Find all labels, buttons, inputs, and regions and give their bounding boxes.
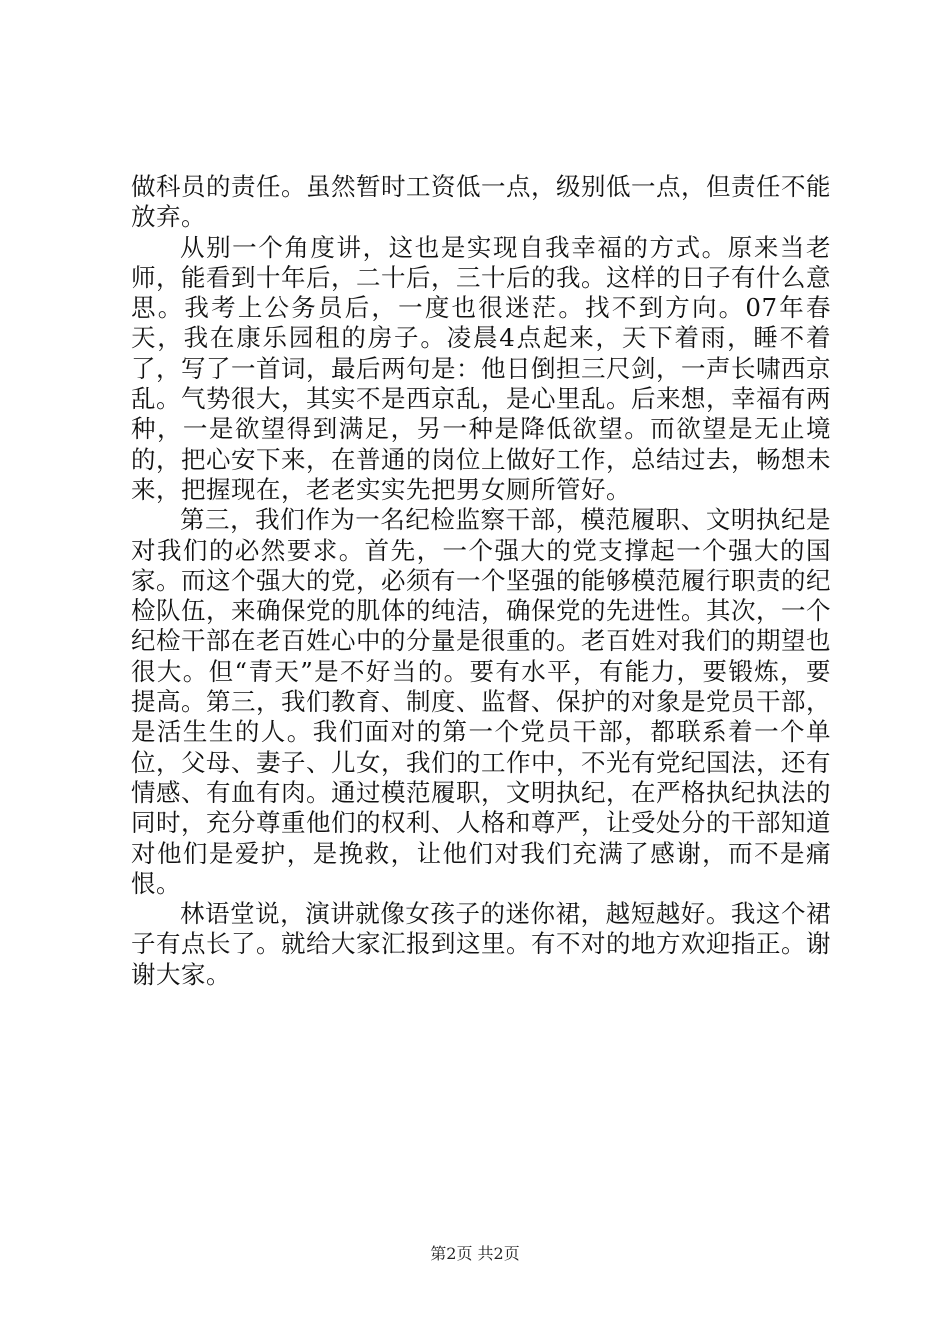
page-footer: 第2页 共2页: [430, 1244, 520, 1263]
paragraph-continuation: 做科员的责任。虽然暂时工资低一点，级别低一点，但责任不能放弃。: [131, 172, 831, 232]
paragraph-third-point: 第三，我们作为一名纪检监察干部，模范履职、文明执纪是对我们的必然要求。首先，一个强大的党支撑起一个强大的国家。而这个强大的党，必须有一个坚强的能够模范履行职责的纪检队伍，来确保党的肌体的纯洁，确保党的先进性。其次，一个纪检干部在老百姓心中的分量是很重的。老百姓对我们的期望也很大。但“青天”是不好当的。要有水平，有能力，要锻炼，要提高。第三，我们教育、制度、监督、保护的对象是党员干部，是活生生的人。我们面对的第一个党员干部，都联系着一个单位，父母、妻子、儿女，我们的工作中，不光有党纪国法，还有情感、有血有肉。通过模范履职，文明执纪，在严格执纪执法的同时，充分尊重他们的权利、人格和尊严，让受处分的干部知道对他们是爱护，是挽救，让他们对我们充满了感谢，而不是痛恨。: [131, 505, 831, 898]
document-body: [131, 172, 831, 990]
paragraph-closing: 林语堂说，演讲就像女孩子的迷你裙，越短越好。我这个裙子有点长了。就给大家汇报到这里。有不对的地方欢迎指正。谢谢大家。: [131, 899, 831, 989]
paragraph-happiness: 从别一个角度讲，这也是实现自我幸福的方式。原来当老师，能看到十年后，二十后，三十后的我。这样的日子有什么意思。我考上公务员后，一度也很迷茫。找不到方向。07年春天，我在康乐园租的房子。凌晨4点起来，天下着雨，睡不着了，写了一首词，最后两句是：他日倒担三尺剑，一声长啸西京乱。气势很大，其实不是西京乱，是心里乱。后来想，幸福有两种，一是欲望得到满足，另一种是降低欲望。而欲望是无止境的，把心安下来，在普通的岗位上做好工作，总结过去，畅想未来，把握现在，老老实实先把男女厕所管好。: [131, 232, 831, 504]
